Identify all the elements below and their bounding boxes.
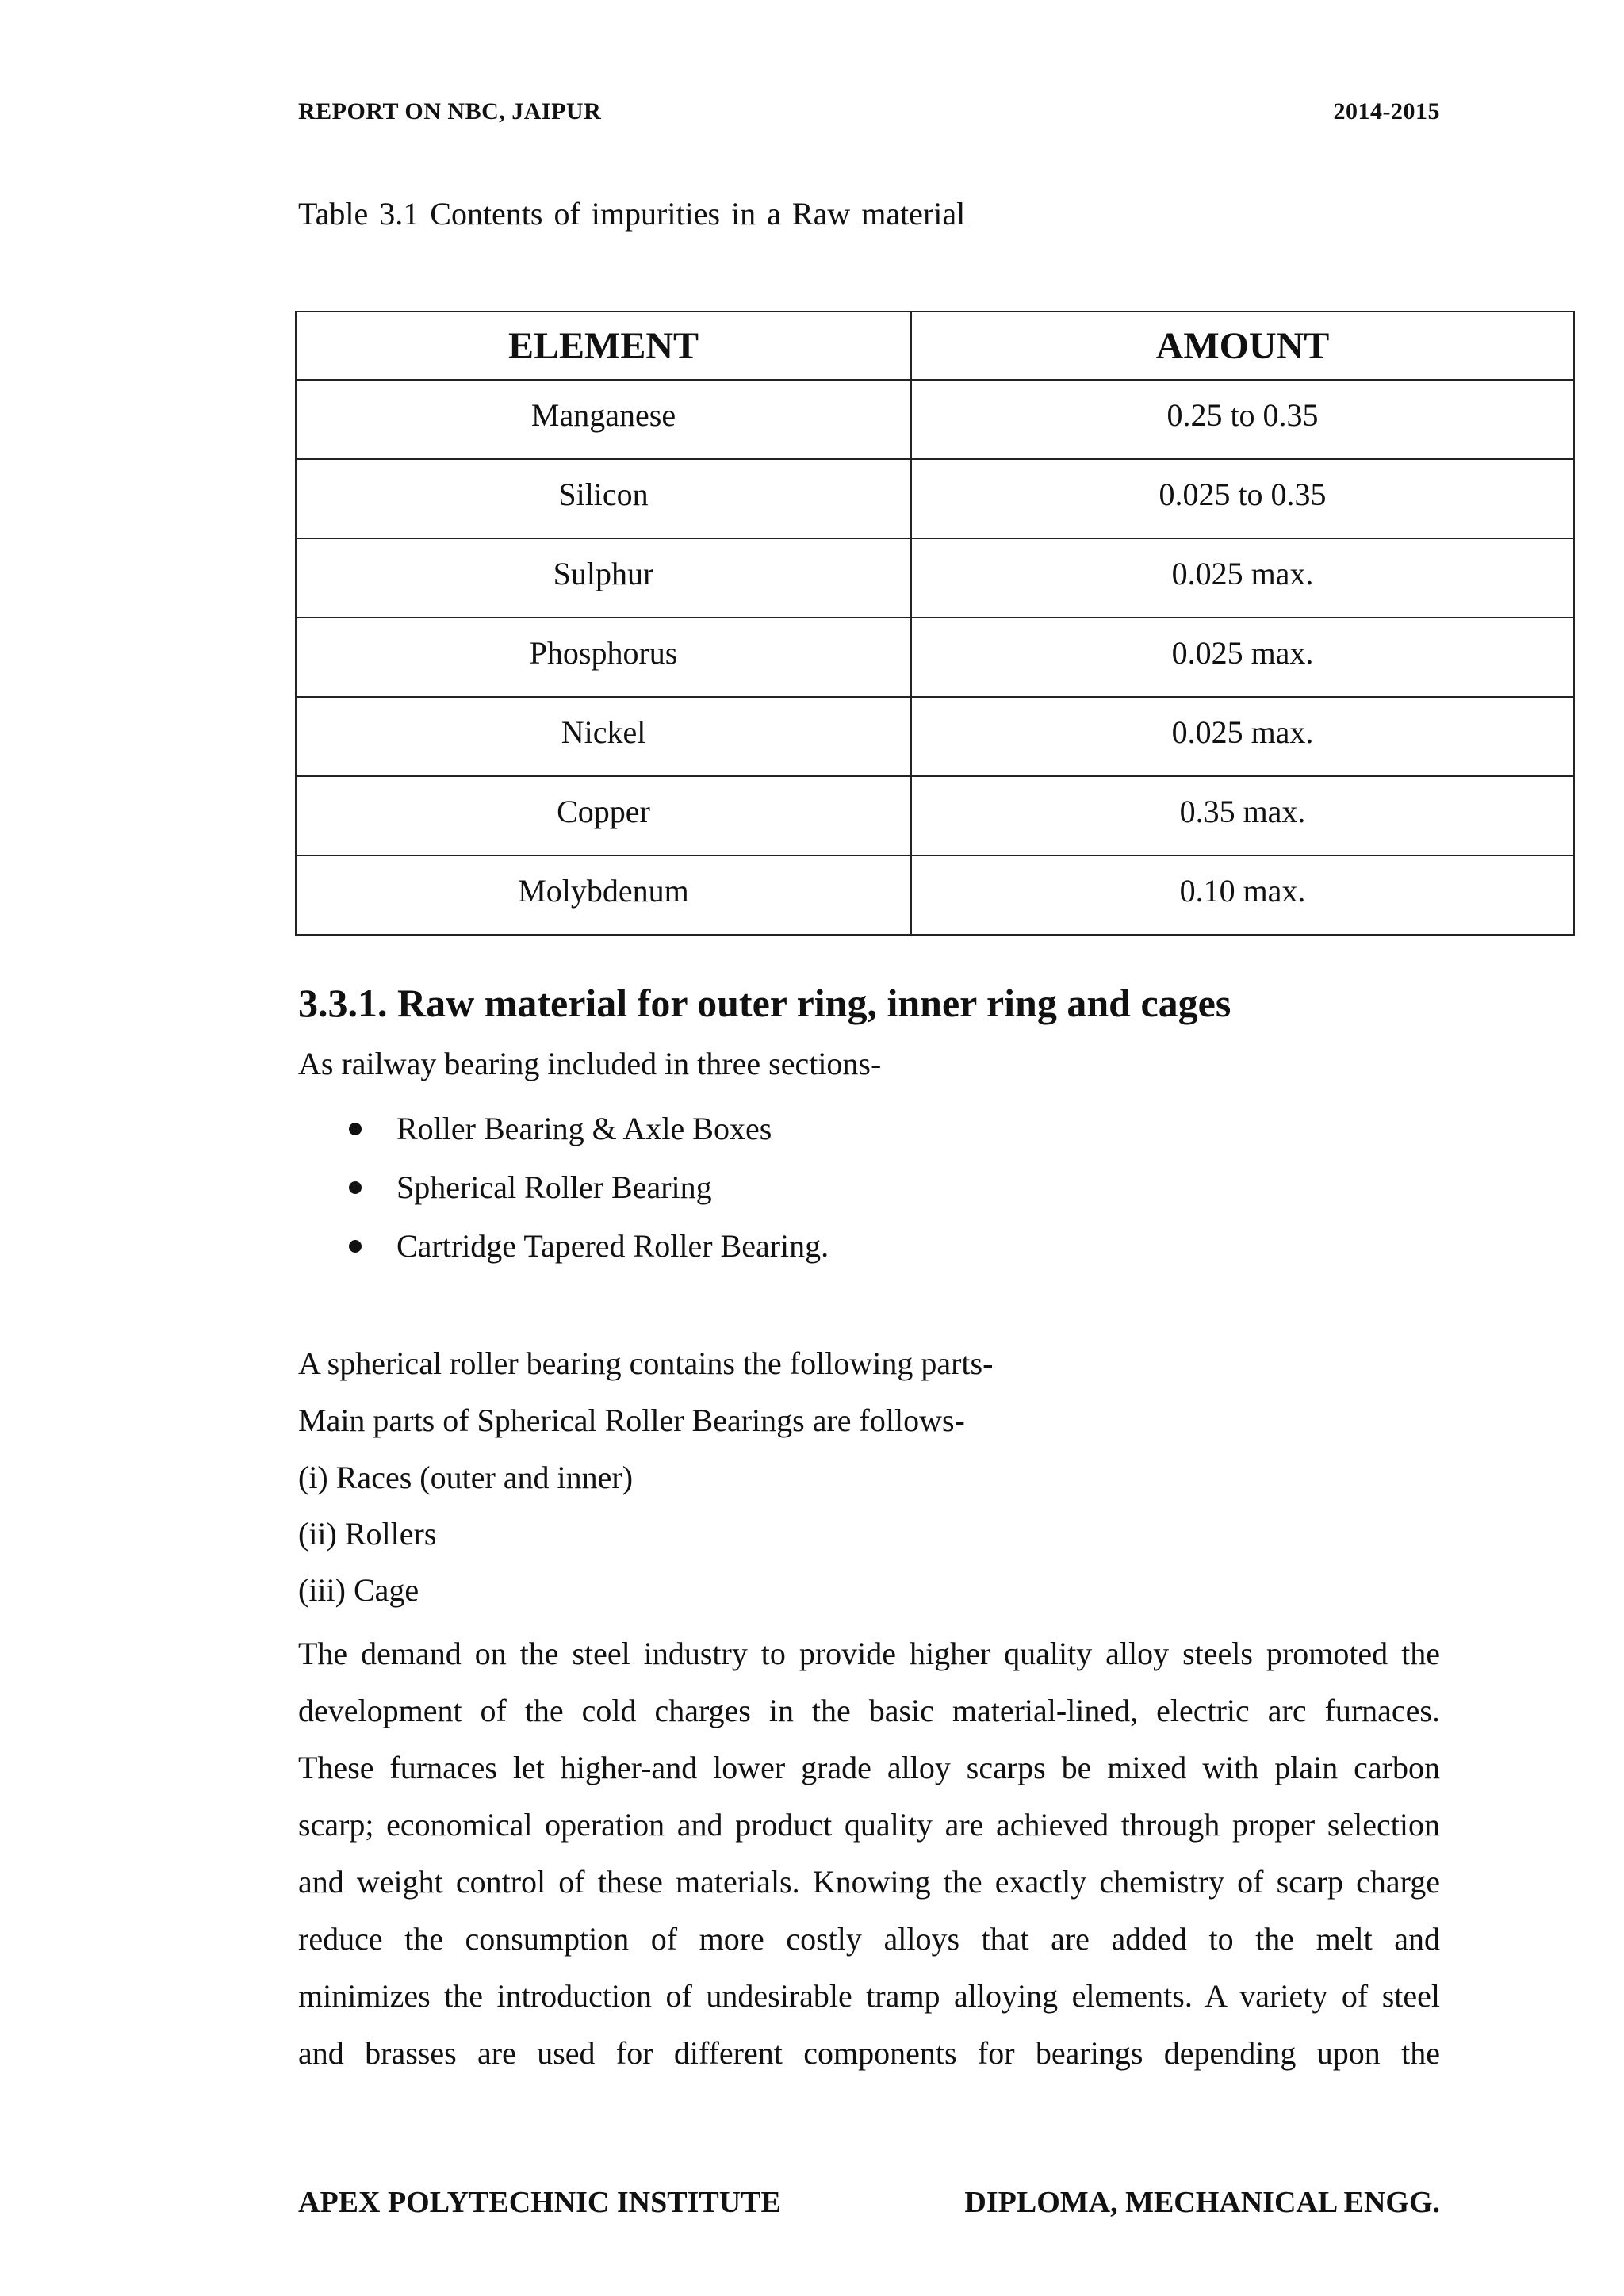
bearing-section-list — [298, 1110, 829, 1286]
list-item — [298, 1227, 829, 1286]
list-item — [298, 1110, 829, 1169]
table-row — [296, 538, 1574, 618]
paragraph-line: scarp; economical operation and product quality are achieved through proper selection — [298, 1807, 1440, 1843]
element-cell: Sulphur — [296, 538, 911, 618]
element-cell: Manganese — [296, 380, 911, 459]
list-item-text: Cartridge Tapered Roller Bearing. — [396, 1228, 829, 1264]
element-cell: Copper — [296, 776, 911, 855]
paragraph-line: development of the cold charges in the basic material-lined, electric arc furnaces. — [298, 1693, 1440, 1728]
table-row — [296, 776, 1574, 855]
page-footer — [298, 2185, 1440, 2220]
table-row — [296, 697, 1574, 776]
table-row — [296, 380, 1574, 459]
amount-cell: 0.025 max. — [911, 618, 1574, 697]
table-row — [296, 459, 1574, 538]
element-cell: Molybdenum — [296, 855, 911, 935]
paragraph-line: These furnaces let higher-and lower grade alloy scarps be mixed with plain carbon — [298, 1750, 1440, 1785]
footer-institute: APEX POLYTECHNIC INSTITUTE — [298, 2186, 781, 2219]
header-year: 2014-2015 — [1333, 98, 1440, 124]
impurities-table — [295, 311, 1575, 936]
amount-cell: 0.35 max. — [911, 776, 1574, 855]
bullet-icon — [349, 1123, 362, 1135]
list-item: (iii) Cage — [298, 1572, 419, 1608]
bullet-icon — [349, 1240, 362, 1253]
intro-text: As railway bearing included in three sections- — [298, 1046, 882, 1081]
parts-heading: Main parts of Spherical Roller Bearings are follows- — [298, 1402, 965, 1438]
paragraph-line: The demand on the steel industry to provide higher quality alloy steels promoted the — [298, 1636, 1440, 1671]
section-heading: 3.3.1. Raw material for outer ring, inner ring and cages — [298, 981, 1231, 1025]
page-header — [298, 98, 1440, 125]
paragraph-line: minimizes the introduction of undesirable tramp alloying elements. A variety of steel — [298, 1978, 1440, 2014]
column-header-amount: AMOUNT — [911, 312, 1574, 380]
element-cell: Silicon — [296, 459, 911, 538]
list-item: (i) Races (outer and inner) — [298, 1460, 634, 1495]
amount-cell: 0.25 to 0.35 — [911, 380, 1574, 459]
list-item-text: Roller Bearing & Axle Boxes — [396, 1111, 772, 1146]
amount-cell: 0.025 max. — [911, 538, 1574, 618]
table-caption: Table 3.1 Contents of impurities in a Raw material — [298, 196, 966, 232]
amount-cell: 0.025 max. — [911, 697, 1574, 776]
list-item — [298, 1169, 829, 1227]
table-row — [296, 855, 1574, 935]
parts-list — [298, 1459, 633, 1628]
element-cell: Nickel — [296, 697, 911, 776]
element-cell: Phosphorus — [296, 618, 911, 697]
amount-cell: 0.025 to 0.35 — [911, 459, 1574, 538]
parts-intro: A spherical roller bearing contains the following parts- — [298, 1345, 994, 1381]
footer-department: DIPLOMA, MECHANICAL ENGG. — [964, 2186, 1440, 2219]
table-row — [296, 618, 1574, 697]
list-item: (ii) Rollers — [298, 1516, 437, 1552]
paragraph-line: and weight control of these materials. Knowing the exactly chemistry of scarp charge — [298, 1864, 1440, 1900]
paragraph-line: and brasses are used for different components for bearings depending upon the — [298, 2035, 1440, 2071]
header-title: REPORT ON NBC, JAIPUR — [298, 98, 602, 124]
column-header-element: ELEMENT — [296, 312, 911, 380]
paragraph-line: reduce the consumption of more costly alloys that are added to the melt and — [298, 1921, 1440, 1957]
table-header-row — [296, 312, 1574, 380]
list-item-text: Spherical Roller Bearing — [396, 1169, 712, 1205]
amount-cell: 0.10 max. — [911, 855, 1574, 935]
bullet-icon — [349, 1181, 362, 1194]
body-paragraph — [298, 1625, 1440, 2082]
